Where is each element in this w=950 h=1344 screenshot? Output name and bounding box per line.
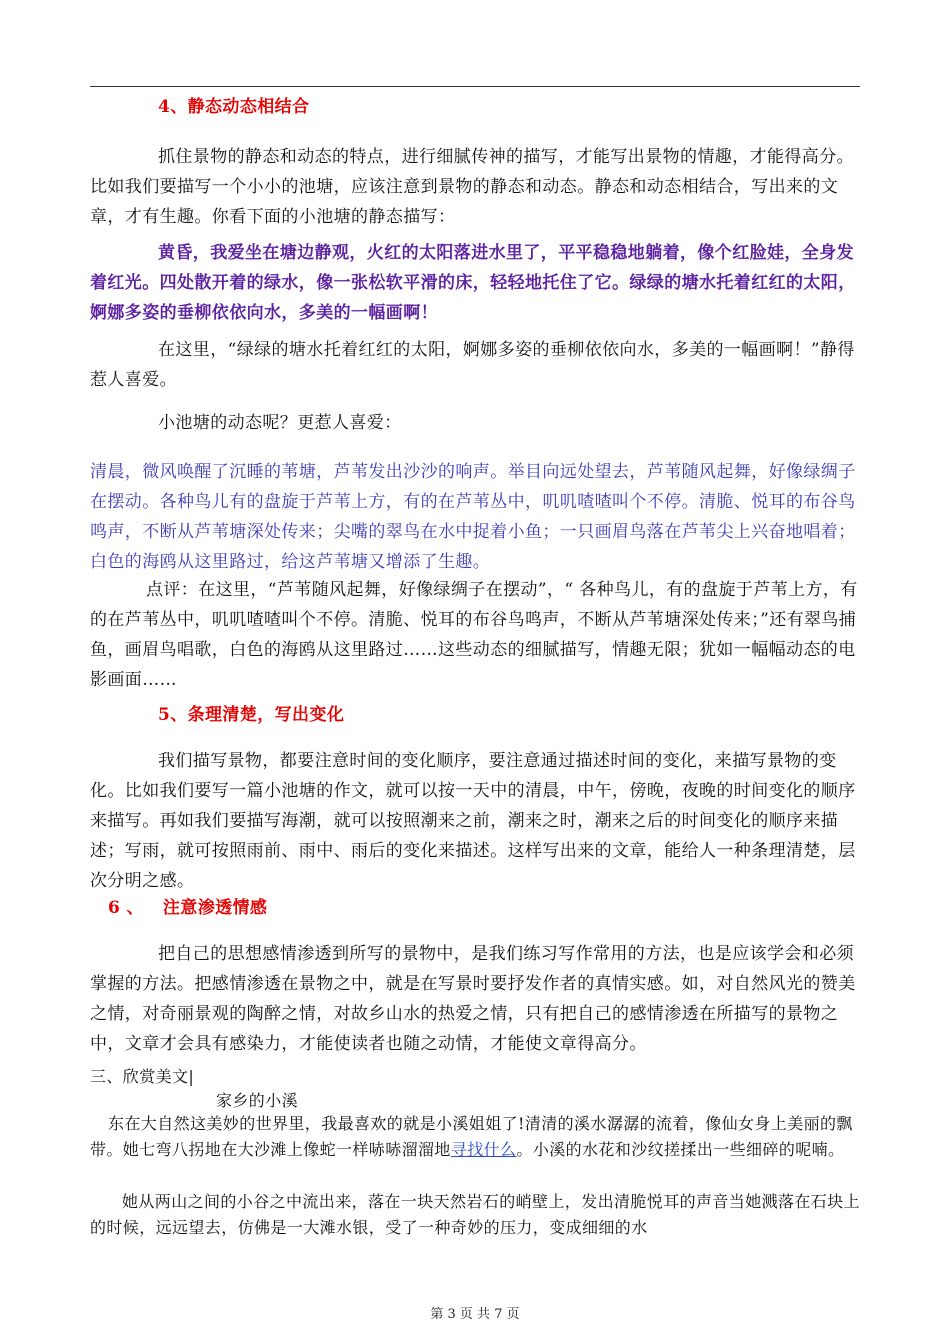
section-3-title: 三、欣赏美文| [90,1067,195,1086]
paragraph-3: 小池塘的动态呢？更惹人喜爱： [158,413,402,433]
page-footer: 第 3 页 共 7 页 [430,1307,520,1322]
paragraph-5: 我们描写景物，都要注意时间的变化顺序，要注意通过描述时间的变化，来描写景物的变化。比如我们要写一篇小池塘的作文，就可以按一天中的清晨，中午，傍晚，夜晚的时间变化的顺序来描写。再如我们要描写海潮，就可以按照潮来之前，潮来之时，潮来之后的时间变化的顺序来描述；写雨，就可按照雨前、雨中、雨后的变化来描述。这样写出来的文章，能给人一种条理清楚，层次分明之感。 [90,751,856,891]
heading-5: 5、条理清楚，写出变化 [158,705,345,725]
paragraph-2: 在这里，“绿绿的塘水托着红红的太阳，婀娜多姿的垂柳依依向水，多美的一幅画啊！”静得惹人喜爱。 [90,340,855,390]
paragraph-6: 把自己的思想感情渗透到所写的景物中，是我们练习写作常用的方法，也是应该学会和必须掌握的方法。把感情渗透在景物之中，就是在写景时要抒发作者的真情实感。如，对自然风光的赞美之情，对奇丽景观的陶醉之情，对故乡山水的热爱之情，只有把自己的感情渗透在所描写的景物之中，文章才会具有感染力，才能使读者也随之动情，才能使文章得高分。 [90,944,856,1054]
heading-4: 4、静态动态相结合 [158,97,310,117]
essay-paragraph-1 [90,1111,860,1163]
essay-text-b: 。小溪的水花和沙纹搓揉出一些细碎的呢喃。 [516,1140,845,1159]
essay-link[interactable]: 寻找什么 [450,1140,517,1159]
comment-paragraph: 点评：在这里，“芦苇随风起舞，好像绿绸子在摆动”，“ 各种鸟儿，有的盘旋于芦苇上方，有的在芦苇丛中，叽叽喳喳叫个不停。清脆、悦耳的布谷鸟鸣声，不断从芦苇塘深处传来；”还有翠鸟捕鱼，画眉鸟唱歌，白色的海鸥从这里路过……这些动态的细腻描写，情趣无限；犹如一幅幅动态的电影画面…… [90,580,858,690]
essay-text-a: 东在大自然这美妙的世界里，我最喜欢的就是小溪姐姐了!清清的溪水潺潺的流着，像仙女身上美丽的飘带。她七弯八拐地在大沙滩上像蛇一样哧哧溜溜地 [90,1114,853,1159]
paragraph-1: 抓住景物的静态和动态的特点，进行细腻传神的描写，才能写出景物的情趣，才能得高分。比如我们要描写一个小小的池塘，应该注意到景物的静态和动态。静态和动态相结合，写出来的文章，才有生趣。你看下面的小池塘的静态描写： [90,147,854,227]
essay-paragraph-2: 她从两山之间的小谷之中流出来，落在一块天然岩石的峭壁上，发出清脆悦耳的声音当她溅落在石块上的时候，远远望去，仿佛是一大滩水银，受了一种奇妙的压力，变成细细的水 [90,1192,861,1237]
quote-static: 黄昏，我爱坐在塘边静观，火红的太阳落进水里了，平平稳稳地躺着，像个红脸娃，全身发着红光。四处散开着的绿水，像一张松软平滑的床，轻轻地托住了它。绿绿的塘水托着红红的太阳，婀娜多姿的垂柳依依向水，多美的一幅画啊！ [90,243,856,323]
essay-title: 家乡的小溪 [216,1091,299,1110]
quote-dynamic: 清晨，微风唤醒了沉睡的苇塘，芦苇发出沙沙的响声。举目向远处望去，芦苇随风起舞，好像绿绸子在摆动。各种鸟儿有的盘旋于芦苇上方，有的在芦苇丛中，叽叽喳喳叫个不停。清脆、悦耳的布谷鸟鸣声，不断从芦苇塘深处传来；尖嘴的翠鸟在水中捉着小鱼；一只画眉鸟落在芦苇尖上兴奋地唱着；白色的海鸥从这里路过，给这芦苇塘又增添了生趣。 [90,462,856,572]
heading-6: 6 、 注意渗透情感 [108,898,268,918]
header-rule [90,86,860,87]
